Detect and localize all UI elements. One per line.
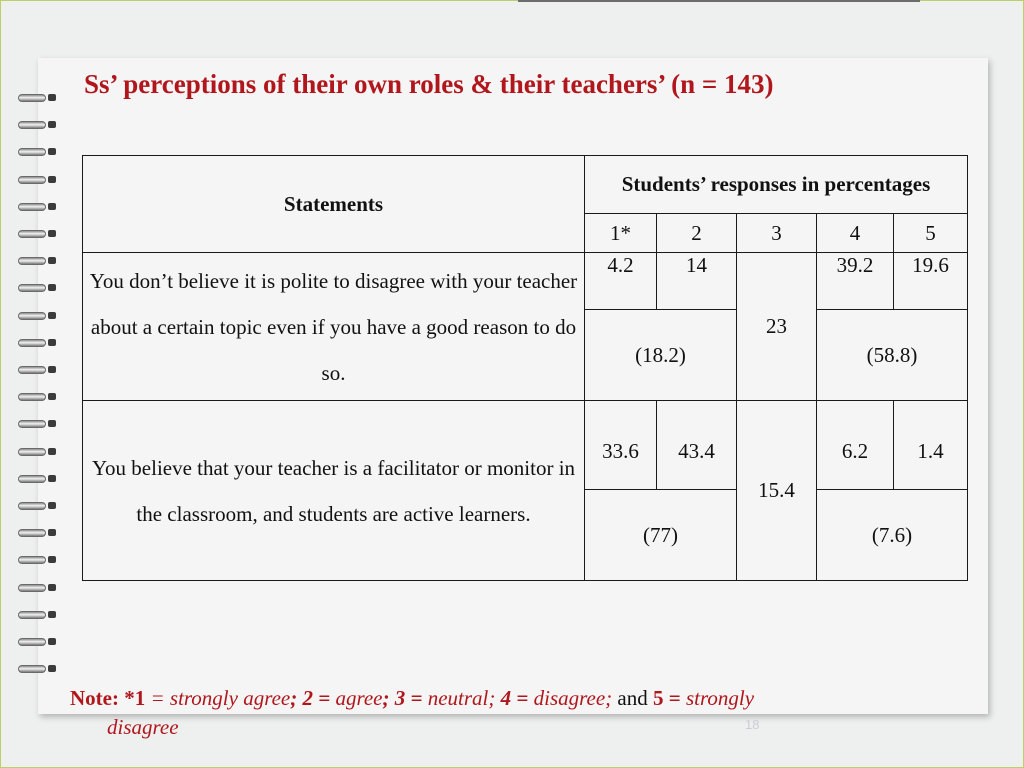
binding-hole [48,502,56,509]
spiral-wire [18,611,46,619]
binding-hole [48,448,56,455]
note-key-2: ; 2 = [290,686,336,710]
responses-table [82,155,968,581]
binding-hole [48,176,56,183]
disagree-total: (7.6) [817,490,968,581]
scale-3: 3 [737,214,817,253]
binding-hole [48,366,56,373]
binding-hole [48,257,56,264]
statements-header: Statements [83,156,585,253]
binding-hole [48,611,56,618]
spiral-wire [18,502,46,510]
scale-note [70,684,950,742]
value-4: 39.2 [817,253,894,310]
binding-hole [48,665,56,672]
table-header-row [83,156,968,214]
spiral-ring [16,582,60,593]
responses-header: Students’ responses in percentages [585,156,968,214]
binding-hole [48,638,56,645]
spiral-ring [16,418,60,429]
spiral-ring [16,310,60,321]
value-1: 33.6 [585,401,657,490]
note-label: Note: [70,686,119,710]
spiral-wire [18,584,46,592]
statement-cell: You believe that your teacher is a facilitator or monitor in the classroom, and students are active learners. [83,401,585,581]
top-tab-bar [518,0,920,2]
note-desc-1: strongly agree [169,686,291,710]
note-desc-5b: disagree [107,715,179,739]
spiral-ring [16,446,60,457]
binding-hole [48,475,56,482]
spiral-ring [16,119,60,130]
disagree-total: (58.8) [817,310,968,401]
binding-hole [48,284,56,291]
spiral-ring [16,337,60,348]
note-desc-3: neutral; [427,686,496,710]
spiral-ring [16,282,60,293]
binding-hole [48,203,56,210]
spiral-ring [16,255,60,266]
table-row [83,253,968,310]
binding-hole [48,94,56,101]
spiral-wire [18,393,46,401]
note-key-3: ; 3 = [382,686,428,710]
spiral-ring [16,391,60,402]
spiral-wire [18,420,46,428]
spiral-wire [18,121,46,129]
spiral-wire [18,475,46,483]
note-and: and [612,686,653,710]
page-number: 18 [745,717,760,732]
spiral-wire [18,230,46,238]
binding-hole [48,121,56,128]
note-key-4: 4 = [495,686,534,710]
value-1: 4.2 [585,253,657,310]
value-3: 23 [737,253,817,401]
scale-5: 5 [894,214,968,253]
statement-cell: You don’t believe it is polite to disagree with your teacher about a certain topic even if you have a good reason to do so. [83,253,585,401]
spiral-wire [18,339,46,347]
binding-hole [48,148,56,155]
binding-hole [48,584,56,591]
spiral-ring [16,92,60,103]
agree-total: (18.2) [585,310,737,401]
value-2: 14 [657,253,737,310]
binding-hole [48,339,56,346]
spiral-wire [18,665,46,673]
table-row [83,401,968,490]
spiral-ring [16,663,60,674]
spiral-ring [16,201,60,212]
spiral-ring [16,146,60,157]
value-5: 19.6 [894,253,968,310]
value-4: 6.2 [817,401,894,490]
binding-hole [48,556,56,563]
agree-total: (77) [585,490,737,581]
binding-hole [48,312,56,319]
spiral-wire [18,284,46,292]
value-3: 15.4 [737,401,817,581]
slide-title: Ss’ perceptions of their own roles & their teachers’ (n = 143) [84,69,774,99]
note-eq-1: = [145,686,170,710]
note-desc-4: disagree; [533,686,613,710]
spiral-ring [16,636,60,647]
scale-2: 2 [657,214,737,253]
spiral-wire [18,529,46,537]
value-5: 1.4 [894,401,968,490]
spiral-ring [16,554,60,565]
scale-4: 4 [817,214,894,253]
value-2: 43.4 [657,401,737,490]
binding-hole [48,420,56,427]
spiral-binding [16,92,62,692]
spiral-wire [18,638,46,646]
spiral-wire [18,94,46,102]
spiral-wire [18,176,46,184]
spiral-wire [18,448,46,456]
spiral-ring [16,364,60,375]
spiral-ring [16,174,60,185]
binding-hole [48,529,56,536]
spiral-ring [16,228,60,239]
binding-hole [48,230,56,237]
note-desc-5: strongly [685,686,755,710]
note-key-1: *1 [124,686,146,710]
spiral-wire [18,148,46,156]
spiral-wire [18,366,46,374]
spiral-ring [16,527,60,538]
spiral-wire [18,257,46,265]
spiral-wire [18,556,46,564]
note-desc-2: agree [335,686,383,710]
spiral-ring [16,500,60,511]
spiral-ring [16,609,60,620]
spiral-ring [16,473,60,484]
spiral-wire [18,203,46,211]
scale-1: 1* [585,214,657,253]
note-key-5: 5 = [652,686,686,710]
spiral-wire [18,312,46,320]
binding-hole [48,393,56,400]
